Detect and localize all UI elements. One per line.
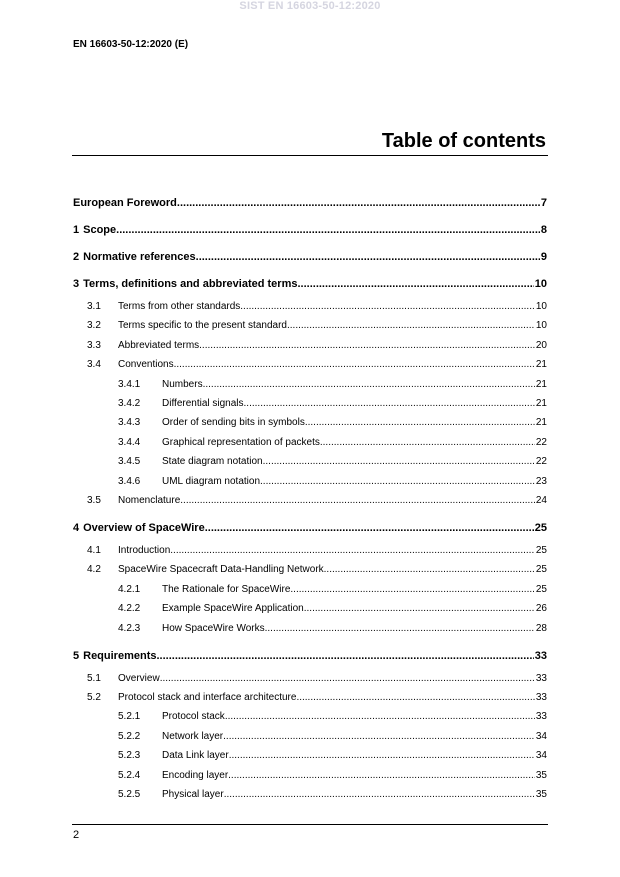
toc-leader-dots xyxy=(199,340,535,351)
toc-leader-dots xyxy=(223,731,535,742)
document-id: EN 16603-50-12:2020 (E) xyxy=(73,39,189,50)
toc-leader-dots xyxy=(203,379,535,390)
toc-entry[interactable] xyxy=(73,522,547,534)
toc-entry-page: 7 xyxy=(540,197,547,209)
toc-entry-number: 5.2.1 xyxy=(118,711,141,723)
toc-entry-label: Differential signals xyxy=(162,398,244,409)
toc-entry[interactable] xyxy=(73,437,547,448)
toc-entry[interactable] xyxy=(73,603,547,614)
toc-entry-label: Requirements xyxy=(83,649,157,662)
toc-entry[interactable] xyxy=(73,379,547,390)
toc-entry-label: Overview xyxy=(118,672,160,684)
toc-entry-label: Protocol stack xyxy=(162,711,225,723)
toc-entry[interactable] xyxy=(73,398,547,409)
toc-entry[interactable] xyxy=(73,673,547,684)
toc-entry-label: Encoding layer xyxy=(162,769,229,781)
toc-entry-number: 3.4 xyxy=(87,359,101,371)
toc-leader-dots xyxy=(205,522,534,534)
toc-entry-number: 5.1 xyxy=(87,672,101,684)
toc-leader-dots xyxy=(224,789,535,800)
toc-entry-label: Example SpaceWire Application xyxy=(162,603,304,615)
toc-entry-page: 8 xyxy=(540,224,547,236)
toc-entry[interactable] xyxy=(73,623,547,634)
toc-entry-page: 21 xyxy=(535,378,547,390)
toc-entry-page: 34 xyxy=(535,750,547,762)
toc-entry-label: Data Link layer xyxy=(162,750,229,762)
toc-entry-number: 3.4.1 xyxy=(118,378,141,390)
footer-rule xyxy=(72,824,548,825)
toc-entry[interactable] xyxy=(73,224,547,236)
toc-entry-number: 4.2.1 xyxy=(118,583,141,595)
toc-entry-number: 4.2.2 xyxy=(118,603,141,615)
toc-entry-number: 3.1 xyxy=(87,301,101,312)
toc-entry-label: European Foreword xyxy=(73,197,177,209)
toc-entry[interactable] xyxy=(73,278,547,290)
toc-leader-dots xyxy=(244,398,535,409)
toc-entry-number: 5.2.4 xyxy=(118,769,141,781)
toc-entry[interactable] xyxy=(73,692,547,703)
toc-entry[interactable] xyxy=(73,320,547,331)
toc-leader-dots xyxy=(160,673,535,684)
toc-entry-label: Protocol stack and interface architecture xyxy=(118,692,297,703)
toc-entry-label: Abbreviated terms xyxy=(118,339,200,351)
toc-leader-dots xyxy=(290,584,534,595)
toc-entry-label: UML diagram notation xyxy=(162,475,261,487)
toc-entry-number: 2 xyxy=(73,251,80,263)
toc-entry-number: 4.1 xyxy=(87,545,101,556)
toc-entry-page: 33 xyxy=(534,649,547,662)
toc-entry-page: 25 xyxy=(535,564,547,576)
toc-entry-label: Physical layer xyxy=(162,789,224,800)
toc-leader-dots xyxy=(170,545,535,556)
toc-entry[interactable] xyxy=(73,197,547,209)
toc-entry-label: Conventions xyxy=(118,359,174,371)
toc-entry-label: Terms, definitions and abbreviated terms xyxy=(83,278,298,290)
toc-entry-label: Normative references xyxy=(83,251,196,263)
toc-entry-page: 22 xyxy=(535,456,547,468)
toc-entry-page: 10 xyxy=(534,278,547,290)
toc-entry-number: 4.2 xyxy=(87,564,101,576)
toc-entry-page: 26 xyxy=(535,603,547,615)
toc-entry-number: 3.4.4 xyxy=(118,436,141,448)
toc-entry[interactable] xyxy=(73,456,547,467)
toc-leader-dots xyxy=(156,650,533,662)
toc-entry[interactable] xyxy=(73,545,547,556)
toc-entry[interactable] xyxy=(73,770,547,781)
toc-entry-number: 3.3 xyxy=(87,339,101,351)
toc-leader-dots xyxy=(287,320,535,331)
toc-entry[interactable] xyxy=(73,359,547,370)
toc-entry[interactable] xyxy=(73,340,547,351)
title-rule xyxy=(72,155,548,156)
toc-leader-dots xyxy=(320,437,535,448)
toc-entry-page: 35 xyxy=(535,789,547,800)
toc-leader-dots xyxy=(305,417,535,428)
toc-entry-page: 33 xyxy=(535,672,547,684)
toc-entry-page: 21 xyxy=(535,398,547,409)
toc-entry-label: Numbers xyxy=(162,378,203,390)
toc-entry[interactable] xyxy=(73,476,547,487)
toc-entry-number: 4 xyxy=(73,522,80,534)
toc-leader-dots xyxy=(263,456,535,467)
toc-entry[interactable] xyxy=(73,417,547,428)
toc-leader-dots xyxy=(296,692,534,703)
toc-entry-page: 10 xyxy=(535,320,547,332)
toc-entry-number: 3.4.6 xyxy=(118,475,141,487)
toc-entry-page: 21 xyxy=(535,359,547,371)
toc-leader-dots xyxy=(265,623,535,634)
toc-entry-number: 4.2.3 xyxy=(118,622,141,634)
toc-entry[interactable] xyxy=(73,251,547,263)
toc-entry-page: 22 xyxy=(535,436,547,448)
toc-leader-dots xyxy=(174,359,535,370)
watermark-text: SIST EN 16603-50-12:2020 xyxy=(239,0,381,12)
toc-leader-dots xyxy=(177,197,540,209)
toc-leader-dots xyxy=(196,251,540,263)
toc-entry[interactable] xyxy=(73,584,547,595)
toc-leader-dots xyxy=(324,564,535,575)
toc-entry[interactable] xyxy=(73,650,547,662)
toc-entry-label: The Rationale for SpaceWire xyxy=(162,583,291,595)
toc-entry-number: 3 xyxy=(73,278,80,290)
toc-leader-dots xyxy=(297,278,533,290)
toc-leader-dots xyxy=(225,711,535,722)
toc-leader-dots xyxy=(229,750,535,761)
toc-leader-dots xyxy=(260,476,535,487)
toc-entry-label: State diagram notation xyxy=(162,456,263,468)
toc-leader-dots xyxy=(116,224,540,236)
toc-entry-number: 5.2 xyxy=(87,692,101,703)
toc-entry-page: 21 xyxy=(535,417,547,429)
toc-entry-page: 25 xyxy=(535,583,547,595)
toc-entry-page: 23 xyxy=(535,475,547,487)
page-title: Table of contents xyxy=(381,130,546,152)
toc-entry-page: 25 xyxy=(535,545,547,556)
toc-entry-number: 1 xyxy=(73,224,80,236)
toc-entry-page: 9 xyxy=(540,251,547,263)
toc-entry-label: Graphical representation of packets xyxy=(162,436,320,448)
toc-entry-page: 34 xyxy=(535,730,547,742)
toc-entry-label: Order of sending bits in symbols xyxy=(162,417,305,429)
toc-entry-number: 5.2.2 xyxy=(118,730,141,742)
toc-entry-page: 33 xyxy=(535,711,547,723)
toc-entry-number: 5.2.5 xyxy=(118,789,141,800)
toc-entry-page: 28 xyxy=(535,622,547,634)
toc-entry-number: 3.5 xyxy=(87,495,101,506)
toc-entry[interactable] xyxy=(73,750,547,761)
toc-entry-page: 20 xyxy=(535,339,547,351)
toc-entry-label: SpaceWire Spacecraft Data-Handling Network xyxy=(118,564,324,576)
toc-entry-number: 5 xyxy=(73,649,80,662)
toc-leader-dots xyxy=(304,603,535,614)
toc-entry-page: 35 xyxy=(535,769,547,781)
page-number: 2 xyxy=(73,829,80,841)
toc-entry-label: Introduction xyxy=(118,545,171,556)
toc-leader-dots xyxy=(180,495,535,506)
toc-entry-page: 25 xyxy=(534,522,547,534)
toc-entry[interactable] xyxy=(73,731,547,742)
toc-leader-dots xyxy=(240,301,535,312)
toc-entry[interactable] xyxy=(73,711,547,722)
toc-entry-page: 10 xyxy=(535,301,547,312)
toc-entry[interactable] xyxy=(73,789,547,800)
toc-entry[interactable] xyxy=(73,564,547,575)
toc-entry-number: 3.2 xyxy=(87,320,101,332)
toc-entry-label: Overview of SpaceWire xyxy=(83,522,205,534)
toc-entry[interactable] xyxy=(73,495,547,506)
toc-entry[interactable] xyxy=(73,301,547,312)
toc-entry-label: Terms from other standards xyxy=(118,301,241,312)
toc-leader-dots xyxy=(228,770,535,781)
toc-entry-label: Scope xyxy=(83,224,117,236)
toc-entry-label: How SpaceWire Works xyxy=(162,622,265,634)
toc-entry-number: 3.4.3 xyxy=(118,417,141,429)
toc-entry-number: 3.4.5 xyxy=(118,456,141,468)
toc-entry-number: 5.2.3 xyxy=(118,750,141,762)
toc-entry-number: 3.4.2 xyxy=(118,398,141,409)
toc-entry-label: Nomenclature xyxy=(118,495,181,506)
toc-entry-label: Network layer xyxy=(162,730,224,742)
toc-entry-page: 24 xyxy=(535,495,547,506)
toc-entry-label: Terms specific to the present standard xyxy=(118,320,287,332)
toc-entry-page: 33 xyxy=(535,692,547,703)
